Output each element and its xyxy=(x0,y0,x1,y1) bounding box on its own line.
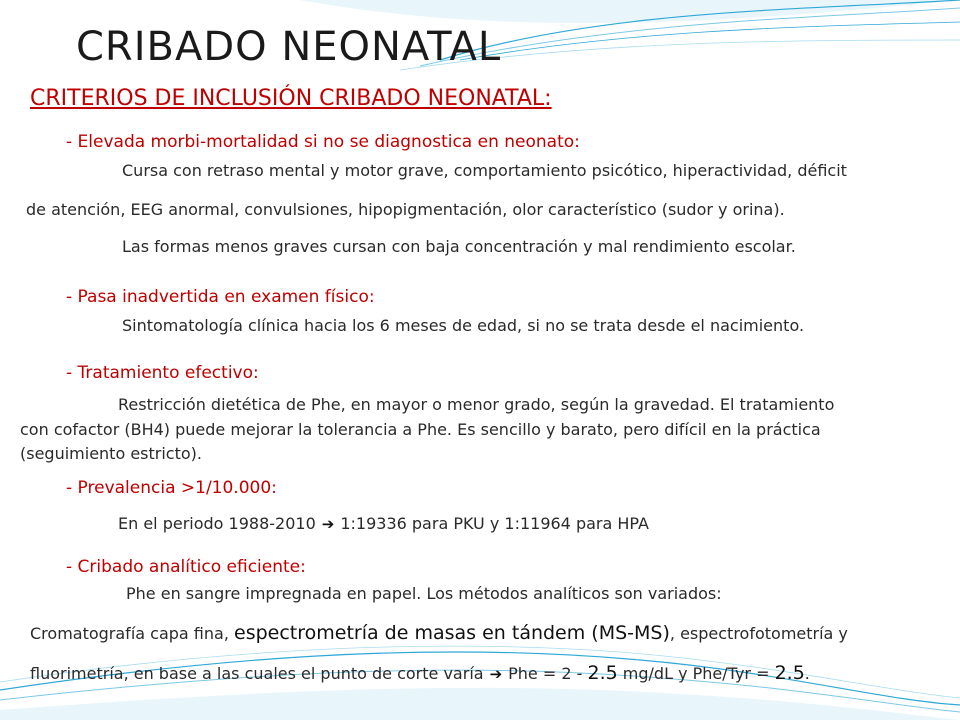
method-highlight: espectrometría de masas en tándem (MS-MS) xyxy=(234,622,670,644)
period: . xyxy=(804,664,810,683)
arrow-right-icon: ➔ xyxy=(321,515,335,533)
criterion-text: Phe en sangre impregnada en papel. Los métodos analíticos son variados: xyxy=(126,584,722,603)
criterion-text: con cofactor (BH4) puede mejorar la tolerancia a Phe. Es sencillo y barato, pero difícil en la práctica xyxy=(20,420,821,439)
phe-label: Phe = 2 - xyxy=(508,664,583,683)
criterion-text: Restricción dietética de Phe, en mayor o menor grado, según la gravedad. El tratamiento xyxy=(118,395,835,414)
criterion-heading-prevalence: - Prevalencia >1/10.000: xyxy=(66,478,277,498)
prevalence-line xyxy=(118,514,649,533)
method-text: , espectrofotometría y xyxy=(669,624,848,643)
prevalence-values: 1:19336 para PKU y 1:11964 para HPA xyxy=(340,514,649,533)
section-heading: CRITERIOS DE INCLUSIÓN CRIBADO NEONATAL: xyxy=(30,86,552,111)
page-title: CRIBADO NEONATAL xyxy=(76,24,502,70)
criterion-heading-physical-exam: - Pasa inadvertida en examen físico: xyxy=(66,287,375,307)
methods-line xyxy=(30,622,848,644)
criterion-text: de atención, EEG anormal, convulsiones, hipopigmentación, olor característico (sudor y orina). xyxy=(26,200,785,219)
criterion-text: (seguimiento estricto). xyxy=(20,444,202,463)
criterion-text: Sintomatología clínica hacia los 6 meses de edad, si no se trata desde el nacimiento. xyxy=(122,316,805,335)
ratio-value: 2.5 xyxy=(774,662,805,684)
prevalence-period: En el periodo 1988-2010 xyxy=(118,514,316,533)
phe-unit: mg/dL y Phe/Tyr = xyxy=(622,664,770,683)
criterion-heading-screening: - Cribado analítico eficiente: xyxy=(66,557,306,577)
method-text: Cromatografía capa fina, xyxy=(30,624,229,643)
criterion-text: Cursa con retraso mental y motor grave, comportamiento psicótico, hiperactividad, déficit xyxy=(122,161,847,180)
cutoff-text: fluorimetría, en base a las cuales el punto de corte varía xyxy=(30,664,484,683)
phe-value: 2.5 xyxy=(587,662,618,684)
arrow-right-icon: ➔ xyxy=(489,665,503,683)
cutoff-line xyxy=(30,662,810,684)
criterion-heading-treatment: - Tratamiento efectivo: xyxy=(66,363,259,383)
criterion-text: Las formas menos graves cursan con baja concentración y mal rendimiento escolar. xyxy=(122,237,796,256)
criterion-heading-morbidity: - Elevada morbi-mortalidad si no se diagnostica en neonato: xyxy=(66,132,580,152)
